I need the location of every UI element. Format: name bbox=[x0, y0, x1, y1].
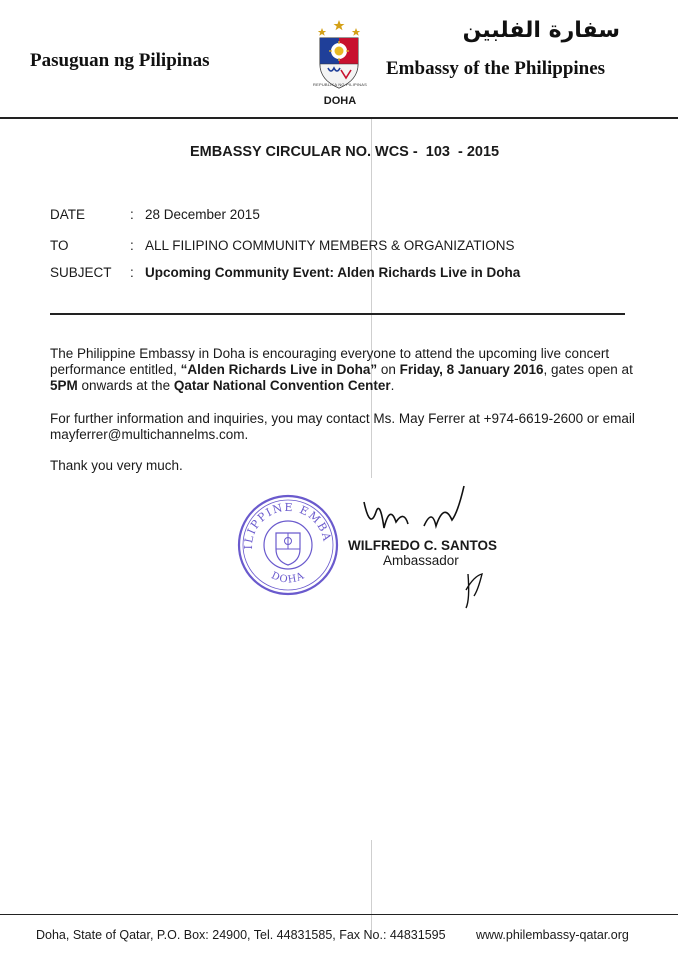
seal-caption: REPUBLIKA NG PILIPINAS bbox=[313, 82, 367, 87]
body-text: The Philippine Embassy in Doha is encouraging everyone to attend the upcoming live concert performance entitled, bbox=[50, 346, 610, 377]
body-text: on bbox=[377, 362, 400, 377]
stamp-bottom-text: DOHA bbox=[269, 570, 307, 586]
embassy-stamp bbox=[236, 493, 340, 597]
body-text: , gates open at bbox=[543, 362, 633, 377]
meta-label-subject: SUBJECT bbox=[50, 265, 112, 280]
meta-label-date: DATE bbox=[50, 207, 86, 222]
circular-title-prefix: EMBASSY CIRCULAR NO. WCS - bbox=[190, 144, 418, 160]
stamp-top-text: ILIPPINE EMBA bbox=[241, 500, 334, 550]
meta-value-to: ALL FILIPINO COMMUNITY MEMBERS & ORGANIZATIONS bbox=[145, 238, 515, 253]
meta-label-to: TO bbox=[50, 238, 69, 253]
footer-website[interactable]: www.philembassy-qatar.org bbox=[476, 928, 629, 942]
subject-divider bbox=[50, 313, 625, 315]
signature-image bbox=[360, 482, 480, 542]
fold-crease bbox=[371, 840, 372, 930]
event-time: 5PM bbox=[50, 378, 78, 393]
footer-divider bbox=[0, 914, 678, 915]
event-venue: Qatar National Convention Center bbox=[173, 378, 391, 393]
body-paragraph-2: For further information and inquiries, you may contact Ms. May Ferrer at +974-6619-2600 or email mayferrer@multichannelms.com. bbox=[50, 411, 635, 442]
event-date: Friday, 8 January 2016 bbox=[399, 362, 544, 377]
event-name: “Alden Richards Live in Doha” bbox=[180, 362, 378, 377]
svg-text:DOHA bbox=[269, 570, 306, 585]
meta-colon: : bbox=[130, 238, 134, 253]
body-text: onwards at the bbox=[77, 378, 174, 393]
letterhead-filipino-name: Pasuguan ng Pilipinas bbox=[30, 50, 210, 71]
signatory-name: WILFREDO C. SANTOS bbox=[348, 538, 498, 553]
letterhead-english-name: Embassy of the Philippines bbox=[386, 58, 606, 79]
body-text: . bbox=[390, 378, 395, 393]
body-paragraph-1 bbox=[50, 346, 635, 394]
meta-value-date: 28 December 2015 bbox=[145, 207, 260, 222]
meta-value-subject: Upcoming Community Event: Alden Richards Live in Doha bbox=[145, 265, 521, 280]
initials-image bbox=[460, 570, 490, 610]
meta-colon: : bbox=[130, 265, 134, 280]
signatory-title: Ambassador bbox=[383, 553, 459, 568]
footer-address: Doha, State of Qatar, P.O. Box: 24900, Tel. 44831585, Fax No.: 44831595 bbox=[36, 928, 446, 942]
letterhead-city: DOHA bbox=[323, 95, 357, 107]
circular-title bbox=[190, 144, 499, 160]
letterhead-divider bbox=[0, 117, 678, 119]
meta-colon: : bbox=[130, 207, 134, 222]
circular-year: - 2015 bbox=[457, 144, 500, 160]
circular-number: 103 bbox=[425, 144, 450, 160]
body-paragraph-3: Thank you very much. bbox=[50, 458, 183, 473]
letterhead-arabic-name: سفارة الفلبين bbox=[462, 18, 620, 43]
